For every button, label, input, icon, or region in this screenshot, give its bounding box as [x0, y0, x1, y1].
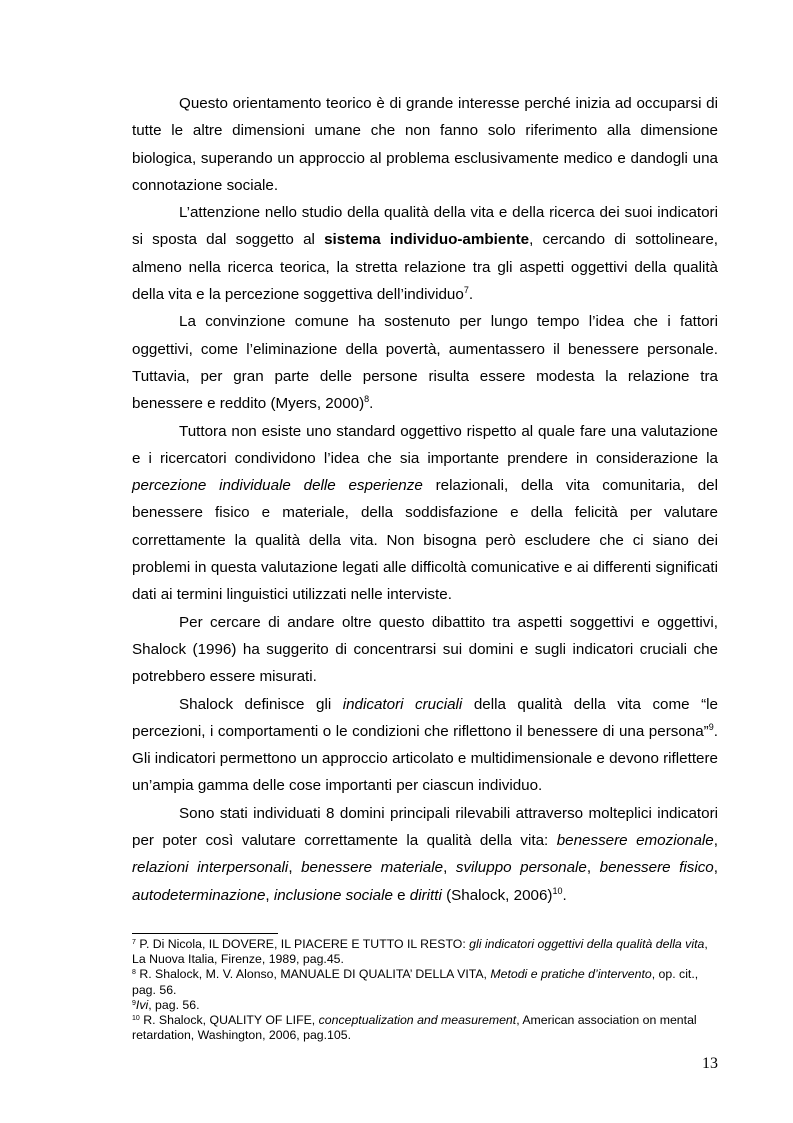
footnote-number: 10: [132, 1015, 140, 1023]
footnote-number: 8: [132, 969, 136, 977]
footnote: $^{10}$ R. Shalock, QUALITY OF LIFE, conceptualization and measurement, American association on mental retardation, Washington, 2006, pag.105.: [132, 1013, 697, 1043]
domain-term: benessere materiale: [301, 859, 444, 877]
bold-term: sistema individuo-ambiente: [324, 231, 530, 249]
domain-term: autodeterminazione: [132, 886, 266, 904]
paragraph: Questo orientamento teorico è di grande interesse perché inizia ad occuparsi di tutte le altre dimensioni umane che non fanno solo riferimento alla dimensione biologica, superando un approccio al problema esclusivamente medico e dandogli una connotazione sociale.: [132, 95, 718, 194]
footnote: $^9$Ivi, pag. 56.: [132, 997, 200, 1012]
footnote-ref: 7: [463, 285, 469, 296]
domain-term: relazioni interpersonali: [132, 859, 289, 877]
italic-term: percezione individuale delle esperienze: [132, 477, 423, 495]
page-number: 13: [702, 1055, 718, 1072]
footnote-number: 9: [132, 999, 136, 1007]
paragraph: La convinzione comune ha sostenuto per lungo tempo l’idea che i fattori oggettivi, come l’eliminazione della povertà, aumentassero il benessere personale. Tuttavia, per gran parte delle persone risulta essere modesta la relazione tra benessere e reddito (Myers, 2000)$^8$.: [132, 313, 718, 413]
footnote-number: 7: [132, 939, 136, 946]
footnote-ref: 9: [708, 721, 714, 732]
body-text: [132, 90, 718, 909]
paragraph: L’attenzione nello studio della qualità della vita e della ricerca dei suoi indicatori si sposta dal soggetto al sistema individuo-ambiente, cercando di sottolineare, almeno nella ricerca teorica, la stretta relazione tra gli aspetti oggettivi della qualità della vita e la percezione soggettiva dell’individuo$^7$.: [132, 204, 718, 304]
footnote-ref: 10: [552, 885, 563, 896]
footnotes: [132, 937, 718, 1043]
footnote: $^8$ R. Shalock, M. V. Alonso, MANUALE DI QUALITA’ DELLA VITA, Metodi e pratiche d’intervento, op. cit., pag. 56.: [132, 967, 699, 997]
domain-term: inclusione sociale: [273, 886, 393, 904]
footnote: $^7$ P. Di Nicola, IL DOVERE, IL PIACERE E TUTTO IL RESTO: gli indicatori oggettivi della qualità della vita, La Nuova Italia, Firenze, 1989, pag.45.: [132, 937, 708, 967]
paragraph: Sono stati individuati 8 domini principali rilevabili attraverso molteplici indicatori per poter così valutare correttamente la qualità della vita: benessere emozionale, relazioni interpersonali, benessere materiale, sviluppo personale, benessere fisico, autodeterminazione, inclusione sociale e diritti (Shalock, 2006)$^{10}$.: [132, 804, 718, 904]
footnote-separator: [132, 933, 278, 934]
domain-term: diritti: [409, 886, 442, 904]
italic-term: indicatori cruciali: [342, 695, 463, 713]
domain-term: benessere fisico: [599, 859, 714, 877]
domain-term: sviluppo personale: [455, 859, 587, 877]
domain-term: benessere emozionale: [556, 832, 714, 850]
footnote-ref: 8: [364, 394, 370, 405]
paragraph: Shalock definisce gli indicatori cruciali della qualità della vita come “le percezioni, i comportamenti o le condizioni che riflettono il benessere di una persona”$^9$. Gli indicatori permettono un approccio articolato e multidimensionale e devono riflettere un’ampia gamma delle cose importanti per ciascun individuo.: [132, 695, 718, 795]
paragraph: Per cercare di andare oltre questo dibattito tra aspetti soggettivi e oggettivi, Shalock (1996) ha suggerito di concentrarsi sui domini e sugli indicatori cruciali che potrebbero essere misurati.: [132, 613, 718, 686]
paragraph: Tuttora non esiste uno standard oggettivo rispetto al quale fare una valutazione e i ricercatori condividono l’idea che sia importante prendere in considerazione la percezione individuale delle esperienze relazionali, della vita comunitaria, del benessere fisico e materiale, della soddisfazione e della felicità per valutare correttamente la qualità della vita. Non bisogna però escludere che ci siano dei problemi in questa valutazione legati alle difficoltà comunicative e ai differenti significati dati ai termini linguistici utilizzati nelle interviste.: [132, 422, 718, 604]
